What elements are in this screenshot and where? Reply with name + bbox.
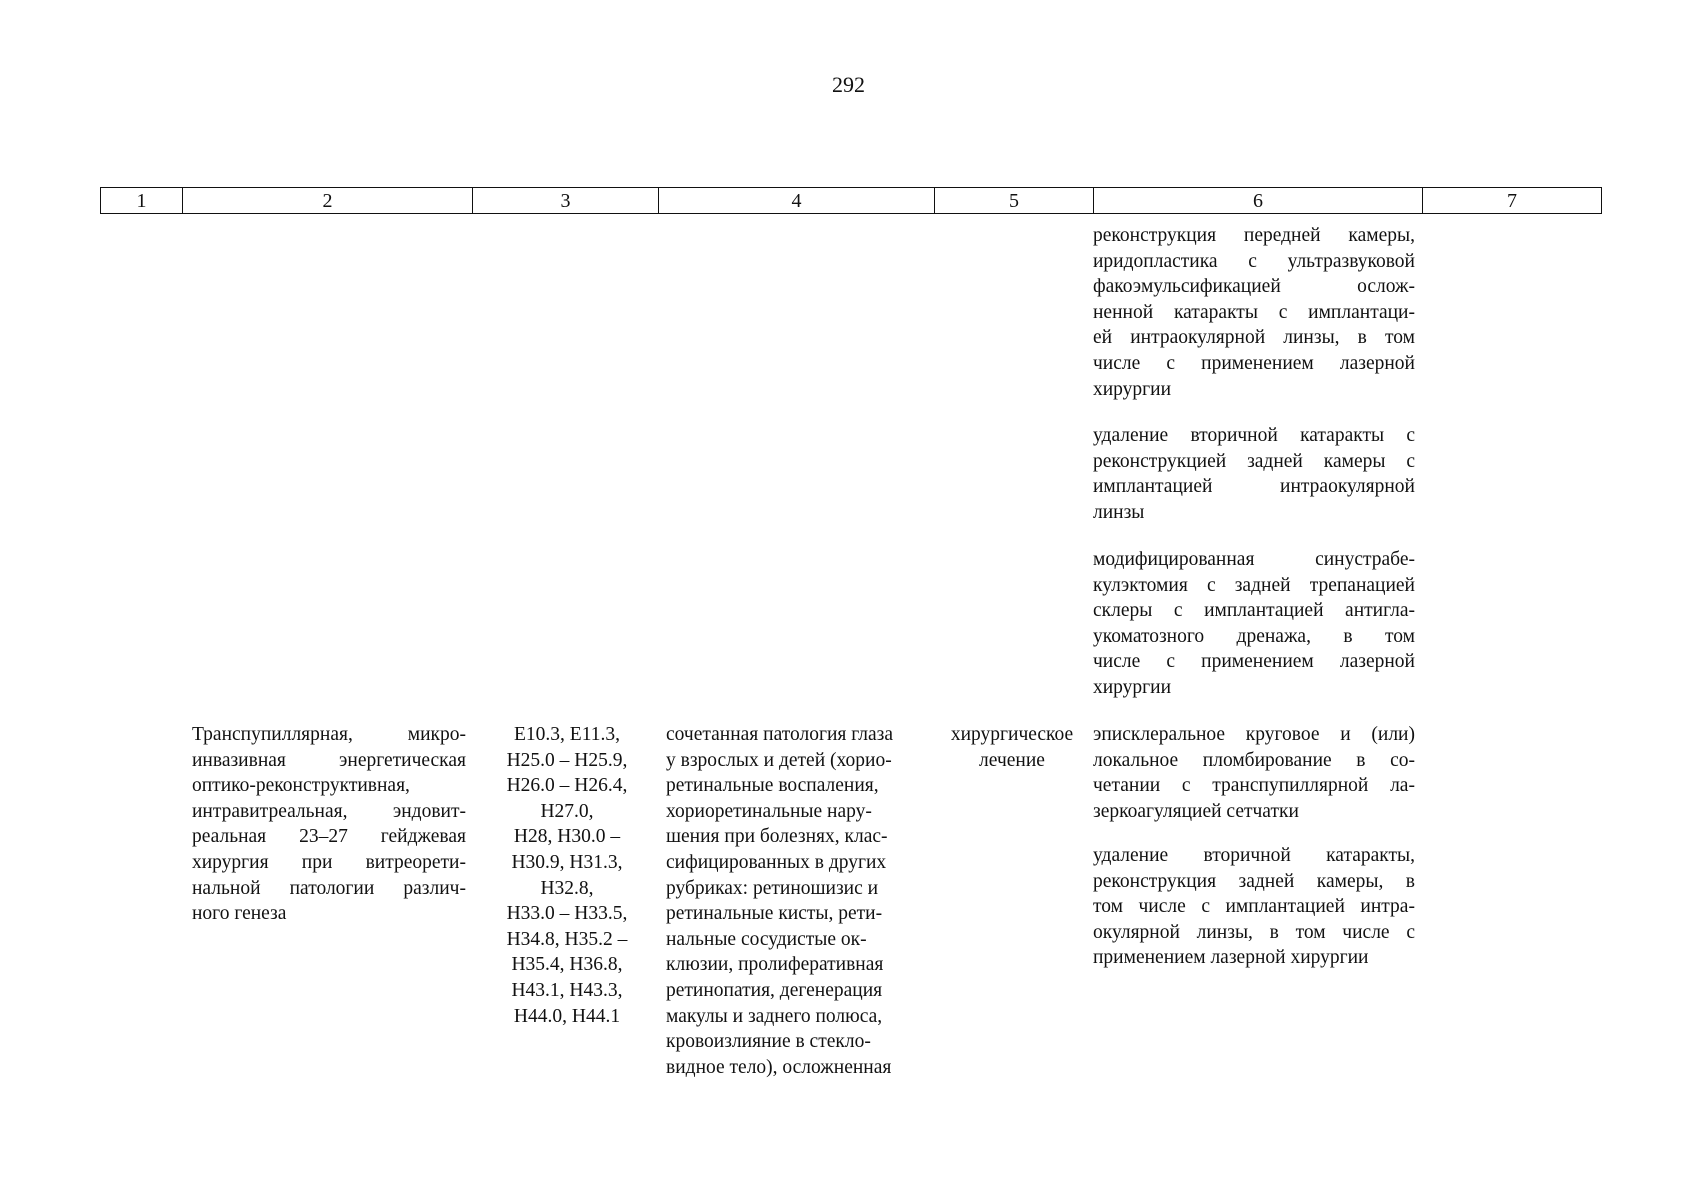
text-line: H28, H30.0 – <box>513 826 621 848</box>
text-line: H43.1, H43.3, <box>511 979 623 1001</box>
text-line: видное тело), осложненная <box>666 1056 892 1078</box>
header-cell-col4: 4 <box>659 188 935 214</box>
treatment-type-text <box>938 722 1086 773</box>
text-line: инвазивная энергетическая <box>192 749 466 771</box>
header-cell-col3: 3 <box>473 188 659 214</box>
text-line: реконструкция задней камеры, в <box>1093 870 1415 892</box>
procedure-1 <box>1093 722 1415 824</box>
text-line: склеры с имплантацией антигла- <box>1093 600 1415 622</box>
text-line: хориоретинальные нару- <box>666 800 872 822</box>
text-line: H33.0 – H33.5, <box>506 903 628 925</box>
text-line: H32.8, <box>540 877 594 899</box>
text-line: окулярной линзы, в том числе с <box>1093 921 1415 943</box>
text-line: H34.8, H35.2 – <box>506 928 628 950</box>
text-line: нальные сосудистые ок- <box>666 928 867 950</box>
text-line: H26.0 – H26.4, <box>506 775 628 797</box>
continued-procedure-2 <box>1093 423 1415 525</box>
text-line: хирургии <box>1093 676 1172 698</box>
text-line: клюзии, пролиферативная <box>666 954 884 976</box>
diagnosis-text <box>666 722 938 1080</box>
treatment-method-text <box>192 722 466 927</box>
header-row <box>101 188 1602 214</box>
header-cell-col2: 2 <box>183 188 473 214</box>
text-line: удаление вторичной катаракты с <box>1093 425 1415 446</box>
text-line: хирургия при витреорети- <box>192 851 466 873</box>
text-line: модифицированная синустрабе- <box>1093 549 1415 570</box>
text-line: ретинальные кисты, рети- <box>666 903 883 925</box>
text-line: том числе с имплантацией интра- <box>1093 896 1415 918</box>
text-line: лечение <box>979 749 1045 771</box>
text-line: числе с применением лазерной <box>1093 352 1415 374</box>
text-line: укоматозного дренажа, в том <box>1093 625 1415 647</box>
text-line: интравитреальная, эндовит- <box>192 800 466 822</box>
header-cell-col1: 1 <box>101 188 183 214</box>
text-line: четании с транспупиллярной ла- <box>1093 775 1415 797</box>
text-line: E10.3, E11.3, <box>514 724 620 745</box>
text-line: шения при болезнях, клас- <box>666 826 888 848</box>
text-line: хирургии <box>1093 378 1172 400</box>
text-line: числе с применением лазерной <box>1093 651 1415 673</box>
text-line: кровоизлияние в стекло- <box>666 1031 871 1053</box>
continued-procedure-1 <box>1093 223 1415 402</box>
text-line: эписклеральное круговое и (или) <box>1093 724 1415 745</box>
text-line: факоэмульсификацией ослож- <box>1093 276 1415 298</box>
text-line: реальная 23–27 гейджевая <box>192 826 466 848</box>
text-line: сочетанная патология глаза <box>666 724 894 745</box>
text-line: кулэктомия с задней трепанацией <box>1093 574 1415 596</box>
text-line: оптико-реконструктивная, <box>192 775 410 797</box>
text-line: H27.0, <box>540 800 594 822</box>
text-line: ретинопатия, дегенерация <box>666 979 883 1001</box>
text-line: макулы и заднего полюса, <box>666 1005 883 1027</box>
text-line: ей интраокулярной линзы, в том <box>1093 327 1415 349</box>
page-number: 292 <box>832 72 865 97</box>
header-cell-col5: 5 <box>935 188 1094 214</box>
text-line: хирургическое <box>950 724 1074 745</box>
text-line: H44.0, H44.1 <box>513 1005 621 1027</box>
text-line: ретинальные воспаления, <box>666 775 879 797</box>
text-line: ного генеза <box>192 903 287 925</box>
icd-codes-text <box>482 722 652 1029</box>
text-line: Транспупиллярная, микро- <box>192 724 466 745</box>
text-line: применением лазерной хирургии <box>1093 947 1369 969</box>
text-line: H35.4, H36.8, <box>511 954 623 976</box>
text-line: рубриках: ретиношизис и <box>666 877 879 899</box>
text-line: локальное пломбирование в со- <box>1093 749 1415 771</box>
text-line: имплантацией интраокулярной <box>1093 476 1415 498</box>
text-line: реконструкцией задней камеры с <box>1093 450 1415 472</box>
text-line: иридопластика с ультразвуковой <box>1093 250 1415 272</box>
text-line: ненной катаракты с имплантаци- <box>1093 301 1415 323</box>
text-line: нальной патологии различ- <box>192 877 466 899</box>
text-line: линзы <box>1093 501 1145 523</box>
column-number-header <box>100 187 1602 214</box>
text-line: реконструкция передней камеры, <box>1093 225 1415 246</box>
text-line: H30.9, H31.3, <box>511 851 623 873</box>
text-line: у взрослых и детей (хорио- <box>666 749 892 771</box>
procedure-2 <box>1093 843 1415 971</box>
header-cell-col7: 7 <box>1423 188 1602 214</box>
text-line: удаление вторичной катаракты, <box>1093 845 1415 866</box>
continued-procedure-3 <box>1093 547 1415 701</box>
header-cell-col6: 6 <box>1094 188 1423 214</box>
text-line: сифицированных в других <box>666 851 887 873</box>
text-line: зеркоагуляцией сетчатки <box>1093 800 1299 822</box>
text-line: H25.0 – H25.9, <box>506 749 628 771</box>
